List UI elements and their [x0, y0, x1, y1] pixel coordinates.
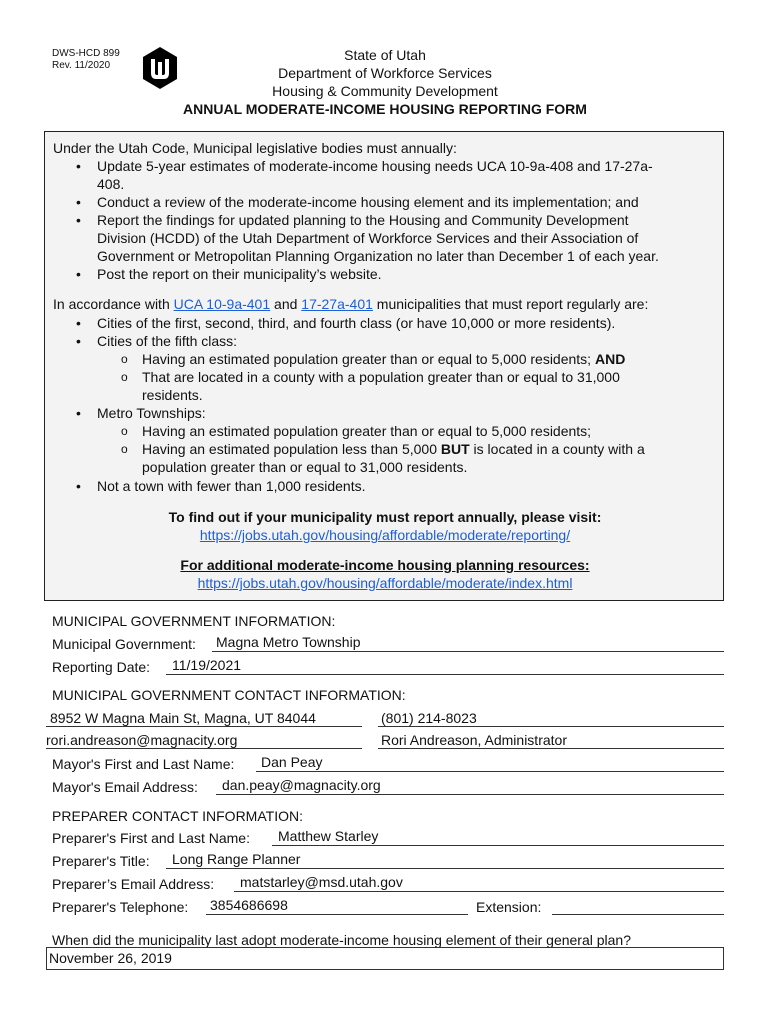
uca-17-27a-401-link[interactable]: 17-27a-401 — [301, 296, 373, 312]
mayor-name-value: Dan Peay — [261, 754, 323, 770]
metro-sub-2-cont: population greater than or equal to 31,000 residents. — [142, 459, 468, 475]
municipal-government-label: Municipal Government: — [52, 636, 196, 652]
intro-bullet-1-cont: 408. — [97, 176, 125, 192]
preparer-title-value: Long Range Planner — [172, 851, 301, 867]
find-out-heading: To find out if your municipality must report annually, please visit: — [168, 509, 602, 525]
contact-address-value: 8952 W Magna Main St, Magna, UT 84044 — [50, 710, 316, 726]
preparer-phone-field[interactable] — [206, 914, 468, 915]
intro-bullet-3-cont-2: Government or Metropolitan Planning Organization no later than December 1 of each year. — [97, 248, 659, 264]
mayor-name-label: Mayor's First and Last Name: — [52, 756, 235, 772]
intro-bullet-4: • Post the report on their municipality’s website. — [97, 266, 382, 283]
town-bullet: • Not a town with fewer than 1,000 residents. — [97, 478, 365, 495]
fifth-class-sub-1 — [142, 351, 625, 368]
but-emphasis: BUT — [440, 441, 470, 457]
municipal-section-heading: MUNICIPAL GOVERNMENT INFORMATION: — [52, 613, 336, 629]
and-emphasis: AND — [594, 351, 626, 367]
find-out-link-row — [45, 527, 725, 544]
accordance-mid: and — [270, 296, 302, 312]
metro-sub-2-post: is located in a county with a — [469, 441, 645, 457]
preparer-title-label: Preparer's Title: — [52, 853, 150, 869]
accordance-pre: In accordance with — [53, 296, 174, 312]
uca-10-9a-401-link[interactable]: UCA 10-9a-401 — [173, 296, 271, 312]
header-department: Department of Workforce Services — [278, 65, 492, 81]
preparer-phone-value: 3854686698 — [210, 897, 288, 913]
contact-section-heading: MUNICIPAL GOVERNMENT CONTACT INFORMATION: — [52, 687, 406, 703]
municipal-government-value: Magna Metro Township — [216, 634, 361, 650]
header-division: Housing & Community Development — [272, 83, 498, 99]
intro-bullet-3-cont-1: Division (HCDD) of the Utah Department of Workforce Services and their Association of — [97, 230, 639, 246]
mayor-email-label: Mayor's Email Address: — [52, 779, 198, 795]
intro-lead: Under the Utah Code, Municipal legislative bodies must annually: — [53, 140, 457, 156]
resources-heading: For additional moderate-income housing planning resources: — [180, 557, 590, 573]
municipal-government-field[interactable] — [212, 651, 724, 652]
extension-field[interactable] — [552, 914, 724, 915]
contact-name-field[interactable] — [378, 748, 724, 749]
intro-bullet-1: • Update 5-year estimates of moderate-income housing needs UCA 10-9a-408 and 17-27a- — [97, 158, 653, 175]
preparer-email-field[interactable] — [234, 891, 724, 892]
preparer-title-field[interactable] — [166, 868, 724, 869]
intro-bullet-3: • Report the findings for updated planning to the Housing and Community Development — [97, 212, 629, 229]
metro-sub-2-pre: Having an estimated population less than 5,000 — [142, 441, 441, 457]
mayor-email-field[interactable] — [216, 794, 724, 795]
intro-bullet-2: • Conduct a review of the moderate-income housing element and its implementation; and — [97, 194, 639, 211]
fifth-class-bullet: • Cities of the fifth class: — [97, 333, 237, 350]
plan-adoption-answer-box[interactable] — [46, 947, 724, 970]
reporting-date-field[interactable] — [166, 674, 724, 675]
preparer-email-value: matstarley@msd.utah.gov — [240, 874, 403, 890]
preparer-name-value: Matthew Starley — [278, 828, 379, 844]
mayor-name-field[interactable] — [256, 771, 724, 772]
plan-adoption-question: When did the municipality last adopt moderate-income housing element of their general plan? — [52, 932, 632, 948]
preparer-section-heading: PREPARER CONTACT INFORMATION: — [52, 808, 303, 824]
contact-email-value: rori.andreason@magnacity.org — [46, 732, 238, 748]
reporting-url-link[interactable]: https://jobs.utah.gov/housing/affordable/moderate/reporting/ — [199, 527, 571, 543]
metro-sub-1: o Having an estimated population greater than or equal to 5,000 residents; — [142, 423, 591, 440]
resources-url-link[interactable]: https://jobs.utah.gov/housing/affordable/moderate/index.html — [197, 575, 573, 591]
fifth-class-sub-1-text: Having an estimated population greater than or equal to 5,000 residents; — [142, 351, 595, 367]
accordance-line — [53, 296, 648, 313]
reporting-date-value: 11/19/2021 — [172, 657, 242, 673]
contact-phone-value: (801) 214-8023 — [381, 710, 477, 726]
preparer-email-label: Preparer’s Email Address: — [52, 876, 215, 892]
form-title: ANNUAL MODERATE-INCOME HOUSING REPORTING FORM — [183, 101, 587, 117]
form-revision: Rev. 11/2020 — [52, 60, 111, 71]
preparer-name-label: Preparer's First and Last Name: — [52, 830, 250, 846]
fifth-class-sub-2-cont: residents. — [142, 387, 203, 403]
requirements-info-box — [44, 131, 724, 601]
metro-sub-2 — [142, 441, 645, 458]
contact-address-field[interactable] — [46, 726, 362, 727]
contact-name-value: Rori Andreason, Administrator — [381, 732, 567, 748]
mayor-email-value: dan.peay@magnacity.org — [222, 777, 381, 793]
preparer-name-field[interactable] — [272, 845, 724, 846]
extension-label: Extension: — [476, 899, 542, 915]
fifth-class-sub-2: o That are located in a county with a population greater than or equal to 31,000 — [142, 369, 620, 386]
accordance-post: municipalities that must report regularly are: — [372, 296, 649, 312]
header-state: State of Utah — [344, 47, 426, 63]
metro-townships-bullet: • Metro Townships: — [97, 405, 206, 422]
plan-adoption-answer: November 26, 2019 — [49, 950, 172, 966]
contact-email-field[interactable] — [46, 748, 362, 749]
preparer-phone-label: Preparer's Telephone: — [52, 899, 189, 915]
cities-bullet: • Cities of the first, second, third, and fourth class (or have 10,000 or more residents). — [97, 315, 615, 332]
resources-link-row — [45, 575, 725, 592]
contact-phone-field[interactable] — [378, 726, 724, 727]
form-id: DWS-HCD 899 — [52, 48, 120, 59]
reporting-date-label: Reporting Date: — [52, 659, 151, 675]
